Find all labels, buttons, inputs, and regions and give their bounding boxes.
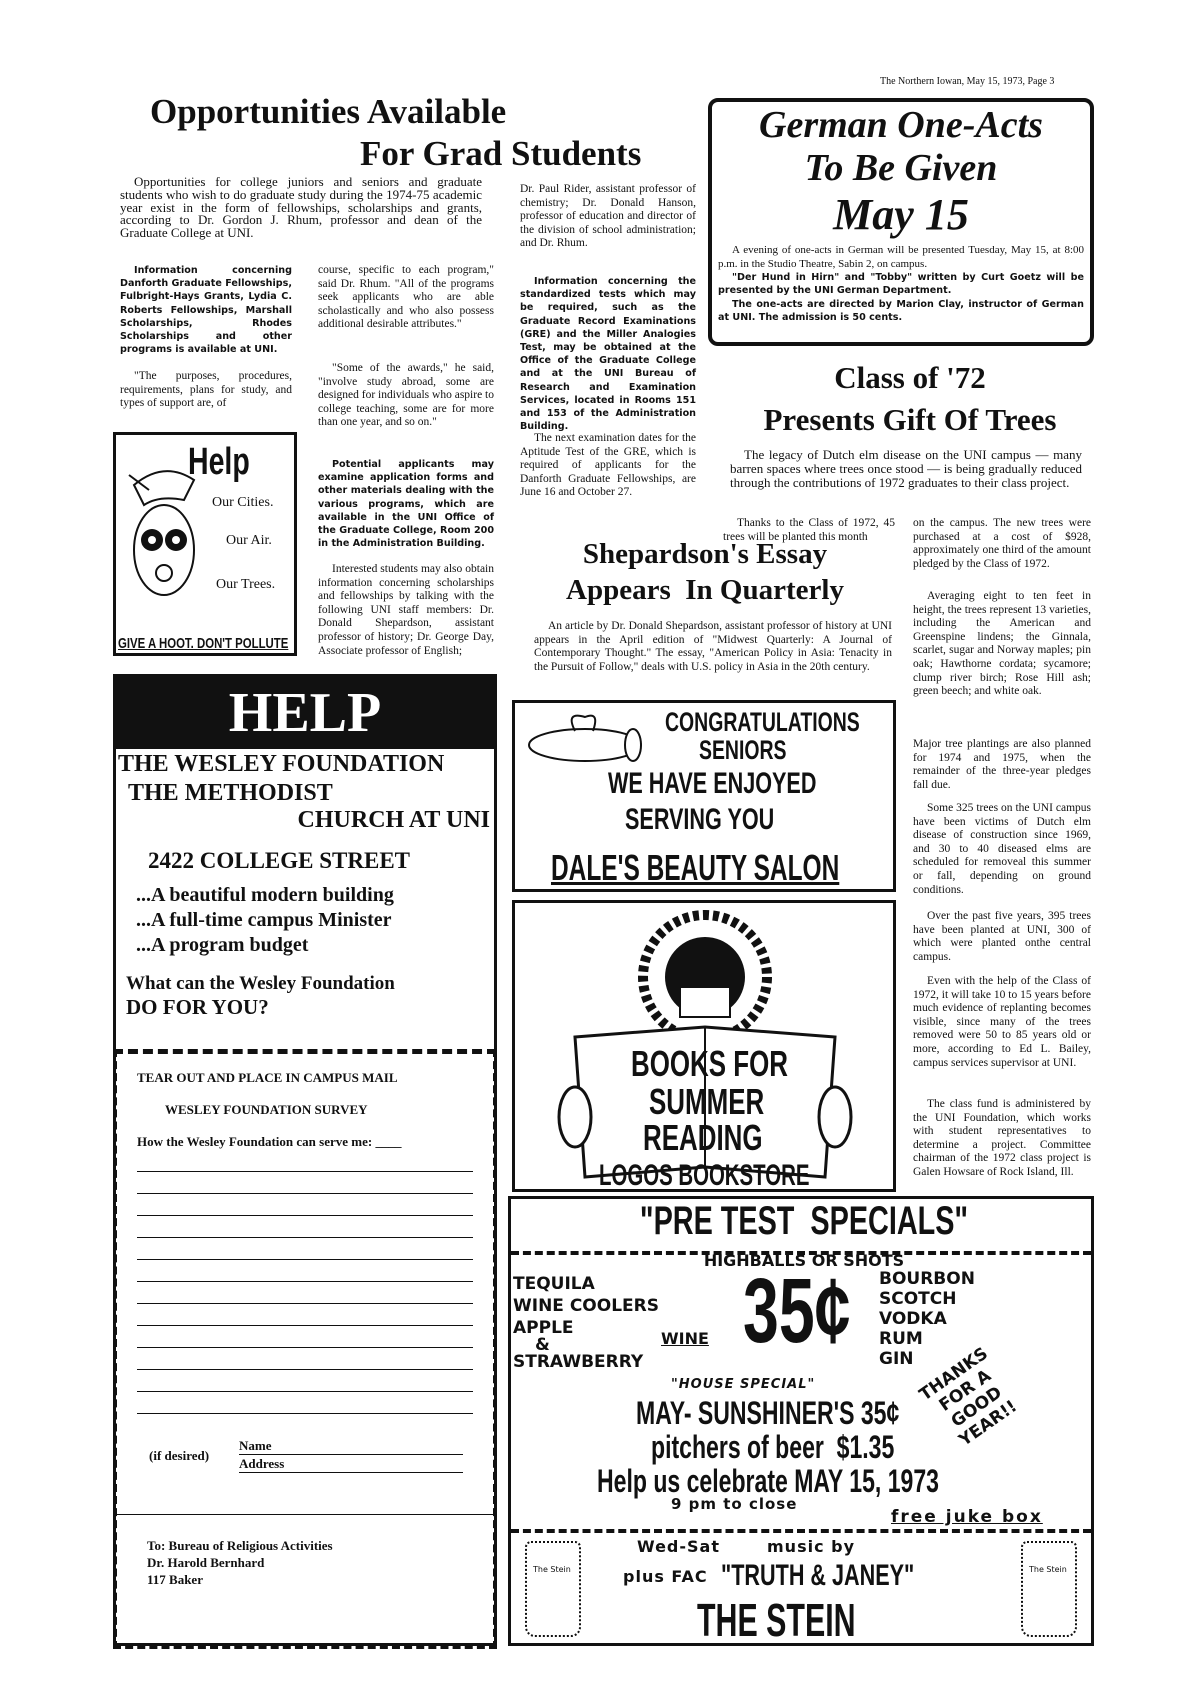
if-desired-label: (if desired): [149, 1448, 210, 1463]
german-headline-3: May 15: [833, 190, 969, 239]
thanks-good-year: THANKS FOR A GOOD YEAR!!: [915, 1343, 1021, 1451]
trees-para: Thanks to the Class of 1972, 45 trees will be planted this month: [723, 517, 895, 543]
trees-headline-2: Presents Gift Of Trees: [763, 402, 1057, 437]
wesley-line: CHURCH AT UNI: [297, 807, 490, 833]
german-para: The one-acts are directed by Marion Clay, instructor of German at UNI. The admission is 50 cents.: [718, 298, 1084, 323]
survey-prompt-text: How the Wesley Foundation can serve me:: [137, 1134, 373, 1149]
may-sunshiner-special: MAY- SUNSHINER'S 35¢: [636, 1395, 900, 1431]
celebrate-line: Help us celebrate MAY 15, 1973: [597, 1463, 939, 1499]
drink-item: GIN: [879, 1349, 914, 1369]
trees-para: Major tree plantings are also planned for 1974 and 1975, when the remainder of the three-year pledges fall due.: [913, 738, 1091, 791]
stein-title: "PRE TEST SPECIALS": [639, 1199, 969, 1243]
grad-para: Interested students may also obtain information concerning scholarships and fellowships by talking with the following UNI staff members: Dr. Donald Shepardson, assistant professor of history; Dr. George Day, Associate professor of English;: [318, 563, 494, 657]
mail-to-line: To: Bureau of Religious Activities: [147, 1538, 333, 1553]
name-label: Name: [239, 1438, 272, 1453]
wesley-question: What can the Wesley Foundation: [126, 973, 395, 994]
survey-tear-out-form[interactable]: [113, 1049, 497, 1649]
house-special-label: "HOUSE SPECIAL": [671, 1377, 816, 1392]
wesley-line: THE WESLEY FOUNDATION: [118, 751, 445, 777]
dales-line: WE HAVE ENJOYED: [608, 767, 817, 800]
hours-label: 9 pm to close: [671, 1495, 798, 1513]
trees-para: Even with the help of the Class of 1972, it will take 10 to 15 years before much evidence of replanting becomes visible, since many of the trees removed were 50 to 85 years old or more, according to Ed L. Bailey, campus services supervisor at UNI.: [913, 975, 1091, 1069]
wesley-banner: HELP: [116, 677, 494, 749]
name-field[interactable]: [239, 1438, 463, 1455]
drink-item: BOURBON: [879, 1269, 975, 1289]
trees-headline-1: Class of '72: [834, 360, 986, 395]
drink-item: WINE COOLERS: [513, 1296, 659, 1316]
trees-para: Averaging eight to ten feet in height, the trees represent 13 varieties, including the American and Greenspine lindens; the Ginnala, scarlet, sugar and Norway maples; pin oak; Hawthorne cordata; sycamore; clump river birch; Rose Hill ash; green beech; and white oak.: [913, 590, 1091, 698]
grad-lead: Opportunities for college juniors and seniors and graduate students who wish to do graduate study during the 1974-75 academic year exist in the form of fellowships, scholarships and grants, according to Dr. Gordon J. Rhum, professor and dean of the Graduate College at UNI.: [120, 174, 482, 241]
address-field[interactable]: [239, 1456, 463, 1473]
grad-para: "Some of the awards," he said, "involve study abroad, some are designed for individuals who aspire to college teaching, some are for more than one year, and so on.": [318, 362, 494, 429]
owl-ad-line: Our Trees.: [216, 577, 276, 592]
survey-title: WESLEY FOUNDATION SURVEY: [165, 1102, 368, 1117]
logos-bookstore-ad: [512, 900, 896, 1192]
grad-headline-1: Opportunities Available: [150, 92, 507, 131]
grad-para: Information concerning Danforth Graduate Fellowships, Fulbright-Hays Grants, Lydia C. Roberts Fellowships, Marshall Scholarships, Rhodes Scholarships and other programs is available at UNI.: [120, 265, 292, 356]
shepardson-para: An article by Dr. Donald Shepardson, assistant professor of history at UNI appears in the April edition of "Midwest Quarterly: A Journal of Contemporary Thought." The essay, "American Policy in Asia: Tenacity in the Pursuit of Follow," deals with U.S. policy in Asia in the 20th century.: [534, 620, 892, 673]
wesley-question: DO FOR YOU?: [126, 995, 269, 1019]
drink-item: STRAWBERRY: [513, 1352, 644, 1372]
free-juke-box: free juke box: [891, 1507, 1043, 1527]
grad-para: course, specific to each program," said Dr. Rhum. "All of the programs seek applicants who are able scholastically and who also possess additional desirable attributes.": [318, 264, 494, 331]
diploma-scroll-icon: [525, 709, 645, 767]
page-folio: The Northern Iowan, May 15, 1973, Page 3: [880, 76, 1055, 87]
owl-ad-line: Our Cities.: [212, 495, 274, 510]
drink-item: SCOTCH: [879, 1289, 957, 1309]
shepardson-headline-1: Shepardson's Essay: [582, 538, 828, 570]
dales-line: SERVING YOU: [625, 803, 775, 836]
band-name: "TRUTH & JANEY": [721, 1559, 915, 1592]
dales-line: SENIORS: [699, 735, 787, 765]
owl-ad-line: Our Air.: [226, 533, 272, 548]
give-a-hoot-ad: [113, 432, 297, 656]
trees-lead: The legacy of Dutch elm disease on the UNI campus — many barren spaces where trees once stood — is being gradually reduced through the contributions of 1972 graduates to their class project.: [730, 447, 1082, 490]
wesley-line: THE METHODIST: [128, 780, 333, 806]
wine-label: WINE: [661, 1329, 709, 1348]
plus-fac-label: plus FAC: [623, 1567, 708, 1586]
the-stein-ad: [508, 1196, 1094, 1646]
grad-para: Information concerning the standardized tests which may be required, such as the Graduate Record Examinations (GRE) and the Miller Analogies Test, may be obtained at the Office of the Graduate College and at the UNI Bureau of Research and Examination Services, located in Rooms 151 and 153 of the Administration Building.: [520, 276, 696, 433]
wesley-address: 2422 COLLEGE STREET: [148, 848, 411, 873]
mug-label: The Stein: [533, 1565, 571, 1574]
grad-headline-2: For Grad Students: [360, 134, 642, 173]
german-headline-1: German One-Acts: [759, 104, 1043, 146]
german-para: "Der Hund in Hirn" and "Tobby" written by Curt Goetz will be presented by the UNI German Department.: [718, 272, 1084, 297]
logos-line: SUMMER: [649, 1081, 765, 1122]
german-one-acts-box: [708, 98, 1094, 346]
drink-item: VODKA: [879, 1309, 947, 1329]
owl-ad-help: Help: [188, 441, 250, 483]
tear-out-instruction: TEAR OUT AND PLACE IN CAMPUS MAIL: [137, 1070, 398, 1085]
trees-para: Some 325 trees on the UNI campus have been victims of Dutch elm disease of construction since 1969, and 30 to 40 diseased elms are scheduled for removeal this summer or fall, depending on ground conditions.: [913, 802, 1091, 896]
german-para: A evening of one-acts in German will be presented Tuesday, May 15, at 8:00 p.m. in the Studio Theatre, Sabin 2, on campus.: [718, 244, 1084, 270]
shepardson-headline-2: Appears In Quarterly: [566, 574, 844, 606]
dales-name: DALE'S BEAUTY SALON: [551, 847, 840, 888]
music-by-label: music by: [767, 1537, 856, 1556]
logos-line: BOOKS FOR: [631, 1043, 788, 1084]
price-35-cents: 35¢: [743, 1260, 851, 1362]
grad-para: Dr. Paul Rider, assistant professor of chemistry; Dr. Donald Hanson, professor of education and director of the division of school administration; and Dr. Rhum.: [520, 183, 696, 250]
trees-para: The class fund is administered by the UNI Foundation, which works with student representatives to determine a project. Committee chairman of the 1972 class project is Galen Howsare of Rock Island, Ill.: [913, 1098, 1091, 1178]
drink-item: RUM: [879, 1329, 923, 1349]
wed-sat-label: Wed-Sat: [637, 1537, 720, 1556]
dales-line: CONGRATULATIONS: [665, 707, 860, 737]
survey-prompt: How the Wesley Foundation can serve me: ____: [137, 1134, 402, 1149]
beer-stein-icon: [1021, 1541, 1077, 1637]
grad-para: "The purposes, procedures, requirements, plans for study, and types of support are, of: [120, 370, 292, 410]
wesley-bullet: ...A beautiful modern building: [136, 884, 394, 906]
logos-name: LOGOS BOOKSTORE: [599, 1159, 810, 1192]
wesley-bullet: ...A full-time campus Minister: [136, 909, 392, 931]
dales-beauty-salon-ad: [512, 700, 896, 892]
address-label: Address: [239, 1456, 285, 1471]
pitchers-special: pitchers of beer $1.35: [651, 1429, 895, 1465]
beer-stein-icon: [525, 1541, 581, 1637]
grad-para: The next examination dates for the Aptitude Test of the GRE, which is required of applicants for the Danforth Graduate Fellowships, are June 16 and October 27.: [520, 432, 696, 499]
trees-para: on the campus. The new trees were purchased at a cost of $928, approximately one third of the amount pledged by the Class of 1972.: [913, 517, 1091, 570]
trees-para: Over the past five years, 395 trees have been planted at UNI, 300 of which were planted onthe central campus.: [913, 910, 1091, 963]
drink-list-left: [513, 1273, 659, 1373]
mail-to-line: 117 Baker: [147, 1572, 203, 1587]
mail-to-line: Dr. Harold Bernhard: [147, 1555, 265, 1570]
wesley-foundation-ad: [113, 674, 497, 1646]
highballs-label: HIGHBALLS OR SHOTS: [703, 1251, 905, 1270]
logos-line: READING: [643, 1117, 763, 1158]
wesley-bullet: ...A program budget: [136, 934, 309, 956]
drink-item: &: [535, 1335, 550, 1355]
drink-item: TEQUILA: [513, 1274, 595, 1294]
german-headline-2: To Be Given: [804, 147, 998, 189]
stein-name: THE STEIN: [697, 1594, 856, 1646]
grad-para: Potential applicants may examine application forms and other materials dealing with the various programs, which are available in the UNI Office of the Graduate College, Room 200 in the Administration Building.: [318, 459, 494, 550]
owl-ad-slogan: GIVE A HOOT. DON'T POLLUTE: [118, 635, 289, 652]
mug-label: The Stein: [1029, 1565, 1067, 1574]
survey-answer-lines[interactable]: [137, 1150, 473, 1414]
drink-item: APPLE: [513, 1318, 574, 1338]
drink-list-right: [879, 1269, 975, 1369]
